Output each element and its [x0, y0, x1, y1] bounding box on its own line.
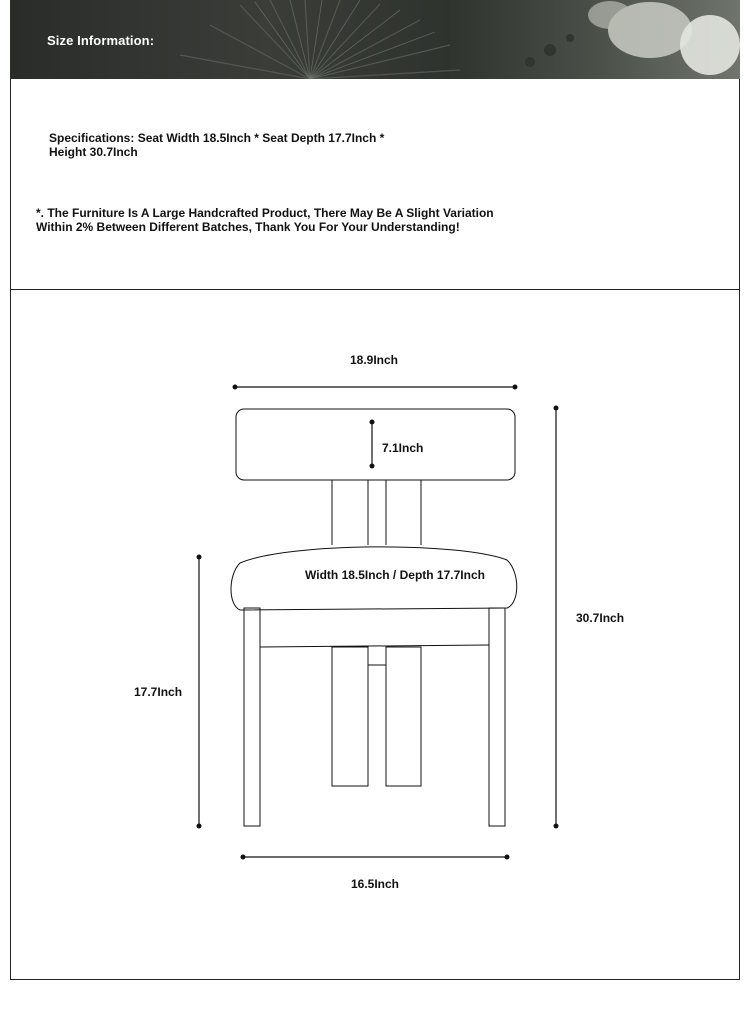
chair-backrest — [236, 409, 515, 480]
variation-note: *. The Furniture Is A Large Handcrafted Product, There May Be A Slight Variation Within 2% Between Different Batches, Thank You For Your Understanding! — [36, 206, 494, 234]
backrest-width-label: 18.9Inch — [349, 353, 399, 367]
backrest-height-label: 7.1Inch — [382, 441, 424, 455]
seat-height-label: 17.7Inch — [134, 685, 183, 699]
seat-size-label: Width 18.5Inch / Depth 17.7Inch — [305, 568, 485, 582]
back-left-leg — [332, 647, 368, 786]
front-left-leg — [244, 608, 260, 826]
front-right-leg — [489, 608, 505, 826]
specifications-text: Specifications: Seat Width 18.5Inch * Seat Depth 17.7Inch * Height 30.7Inch — [49, 131, 385, 159]
front-stretcher — [260, 645, 489, 647]
leg-span-label: 16.5Inch — [350, 877, 400, 891]
chair-drawing — [231, 409, 517, 826]
total-height-label: 30.7Inch — [576, 611, 625, 625]
banner-title: Size Information: — [47, 33, 155, 48]
back-right-leg — [386, 647, 421, 786]
